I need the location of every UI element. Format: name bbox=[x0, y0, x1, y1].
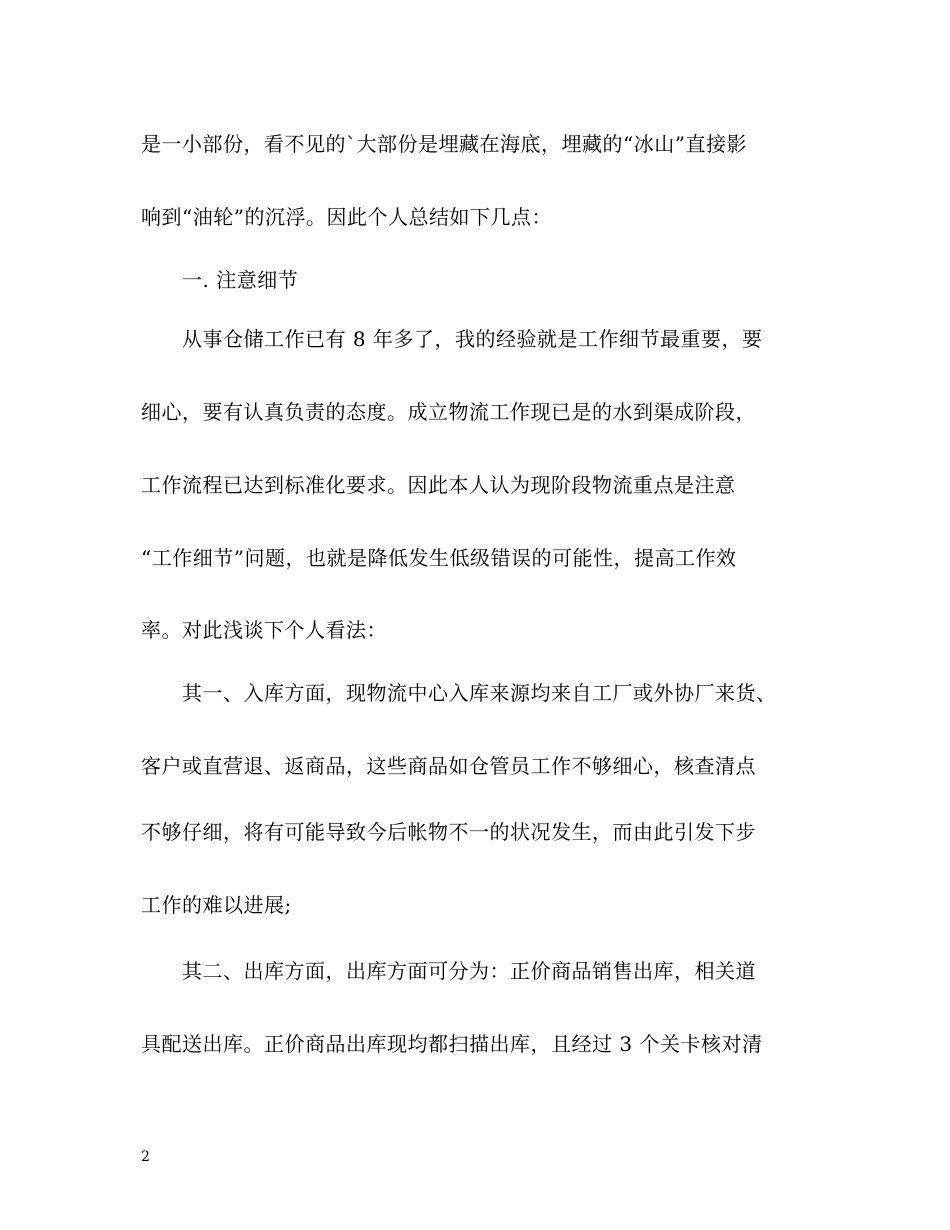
paragraph-first-line: 其二、出库方面，出库方面可分为：正价商品销售出库，相关道 bbox=[182, 959, 756, 983]
page-number: 2 bbox=[141, 1149, 150, 1165]
section-heading: 一. 注意细节 bbox=[182, 268, 299, 292]
text-line: “工作细节”问题，也就是降低发生低级错误的可能性，提高工作效 bbox=[141, 546, 737, 570]
text-line: 工作的难以进展; bbox=[141, 893, 292, 917]
text-line: 率。对此浅谈下个人看法： bbox=[141, 618, 387, 642]
text-line: 具配送出库。正价商品出库现均都扫描出库，且经过 3 个关卡核对清 bbox=[141, 1032, 763, 1056]
text-line: 细心，要有认真负责的态度。成立物流工作现已是的水到渠成阶段， bbox=[141, 400, 756, 424]
text-line: 工作流程已达到标准化要求。因此本人认为现阶段物流重点是注意 bbox=[141, 473, 736, 497]
text-line: 响到“油轮”的沉浮。因此个人总结如下几点： bbox=[141, 205, 552, 229]
paragraph-first-line: 从事仓储工作已有 8 年多了，我的经验就是工作细节最重要，要 bbox=[182, 327, 763, 351]
text-line: 客户或直营退、返商品，这些商品如仓管员工作不够细心，核查清点 bbox=[141, 754, 756, 778]
text-line: 不够仔细，将有可能导致今后帐物不一的状况发生，而由此引发下步 bbox=[141, 820, 756, 844]
text-line: 是一小部份，看不见的`大部份是埋藏在海底，埋藏的“冰山”直接影 bbox=[141, 132, 747, 156]
paragraph-first-line: 其一、入库方面，现物流中心入库来源均来自工厂或外协厂来货、 bbox=[182, 681, 777, 705]
